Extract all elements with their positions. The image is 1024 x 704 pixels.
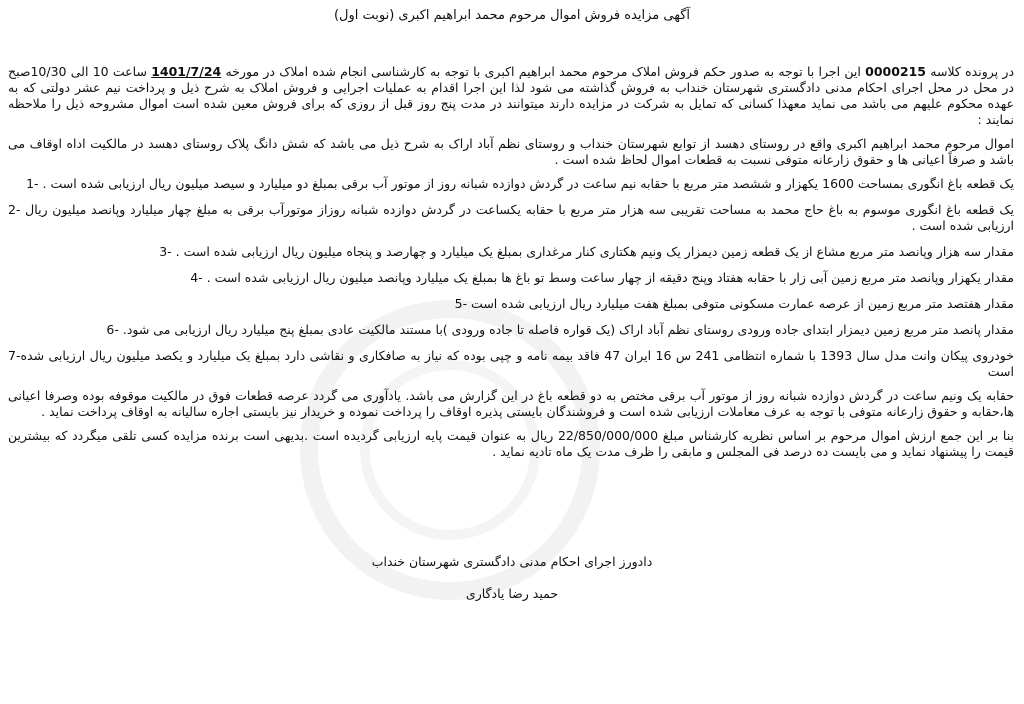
document-body xyxy=(8,64,1014,468)
intro-text-2: این اجرا با توجه به صدور حکم فروش املاک مرحوم محمد ابراهیم اکبری با توجه به کارشناسی انجام شده املاک در مورخه xyxy=(221,64,866,79)
base-price-paragraph: بنا بر این جمع ارزش اموال مرحوم بر اساس نظریه کارشناس مبلغ 22/850/000/000 ریال به عنوان قیمت پایه ارزیابی گردیده است .بدیهی است برنده مزایده کسی تلقی میگردد که بیشترین قیمت را پیشنهاد نماید و می بایست ده درصد فی المجلس و مابقی را ظرف مدت یک ماه تادیه نماید . xyxy=(8,428,1014,459)
signature-name: حمید رضا یادگاری xyxy=(465,586,559,601)
list-item-1: یک قطعه باغ انگوری بمساحت 1600 یکهزار و ششصد متر مربع با حقابه نیم ساعت در گردش دوازده شبانه روز از موتور آب برقی بمبلغ دو میلیارد و سیصد میلیون ریال ارزیابی شده است . -1 xyxy=(26,176,1014,191)
case-number: 0000215 xyxy=(865,64,927,79)
property-description-paragraph: اموال مرحوم محمد ابراهیم اکبری واقع در روستای دهسد از توابع شهرستان خنداب و روستای نظم آباد اراک به شرح ذیل می باشد که شش دانگ پلاک روستای دهسد در مالکیت اداه اوقاف می باشد و صرفاً اعیانی ها و حقوق زارعانه متوفی نسبت به قطعات اموال لحاظ شده است . xyxy=(8,136,1014,167)
signature-title: دادورز اجرای احکام مدنی دادگستری شهرستان خنداب xyxy=(371,554,653,569)
list-item-2: یک قطعه باغ انگوری موسوم به باغ حاج محمد به مساحت تقریبی سه هزار متر مربع با حقابه یکساعت در گردش دوازده شبانه روزاز موتورآب برقی به مبلغ چهار میلیارد وپانصد میلیون ریال -2 ارزیابی شده است . xyxy=(8,202,1014,233)
intro-paragraph xyxy=(8,64,1014,128)
list-item-4: مقدار یکهزار وپانصد متر مربع زمین آبی زار با حقابه هفتاد وپنج دقیقه از چهار ساعت وسط تو باغ ها بمبلغ یک میلیارد وپانصد میلیون ریال ارزیابی شده است . -4 xyxy=(190,270,1014,285)
list-item-5: مقدار هفتصد متر مربع زمین از عرصه عمارت مسکونی متوفی بمبلغ هفت میلیارد ریال ارزیابی شده است -5 xyxy=(454,296,1014,311)
water-rights-paragraph: حقابه یک ونیم ساعت در گردش دوازده شبانه روز از موتور آب برقی مختص به دو قطعه باغ در این گزارش می باشد. یادآوری می گردد عرصه قطعات فوق در مالکیت موقوفه بوده وصرفا اعیانی ها،حقابه و حقوق زارعانه متوفی با توجه به عرف معاملات ارزیابی شده است و فروشندگان بایستی پذیره اوقاف را پرداخت نموده و خریدار نیز بایستی اجاره سالیانه به اوقاف پرداخت نماید . xyxy=(8,388,1014,419)
list-item-6: مقدار پانصد متر مربع زمین دیمزار ابتدای جاده ورودی روستای نظم آباد اراک (یک قواره فاصله تا جاده ورودی )با مستند مالکیت عادی بمبلغ پنج میلیارد ریال ارزیابی می شود. -6 xyxy=(106,322,1014,337)
auction-date: 1401/7/24 xyxy=(151,64,222,79)
list-item-7: خودروی پیکان وانت مدل سال 1393 با شماره انتظامی 241 س 16 ایران 47 فاقد بیمه نامه و چپی بوده که نیاز به صافکاری و نقاشی دارد بمبلغ یک میلیارد و یکصد میلیون ریال ارزیابی شده-7 است xyxy=(8,348,1014,379)
document-title: آگهی مزایده فروش اموال مرحوم محمد ابراهیم اکبری (نوبت اول) xyxy=(333,8,691,23)
intro-text-3: ساعت 10 الی 10/30صبح در محل در محل اجرای احکام مدنی دادگستری شهرستان خنداب به فروش گذاشته می شود لذا این اجرا اقدام به عملیات اجرایی و فروش املاک به شرح ذیل و پرداخت نیم عشر دولتی که به عهده محکوم علیهم می باشد می نماید معهذا کسانی که تمایل به شرکت در مزایده دارند میتوانند در مدت پنج روز قبل از روزی که برای فروش معین شده است اموال مشروحه ذیل را ملاحظه نمایند : xyxy=(8,64,1014,127)
intro-text-1: در پرونده کلاسه xyxy=(926,64,1015,79)
list-item-3: مقدار سه هزار وپانصد متر مربع مشاع از یک قطعه زمین دیمزار یک ونیم هکتاری کنار مرغداری بمبلغ یک میلیارد و چهارصد و پنجاه میلیون ریال ارزیابی شده است . -3 xyxy=(159,244,1014,259)
